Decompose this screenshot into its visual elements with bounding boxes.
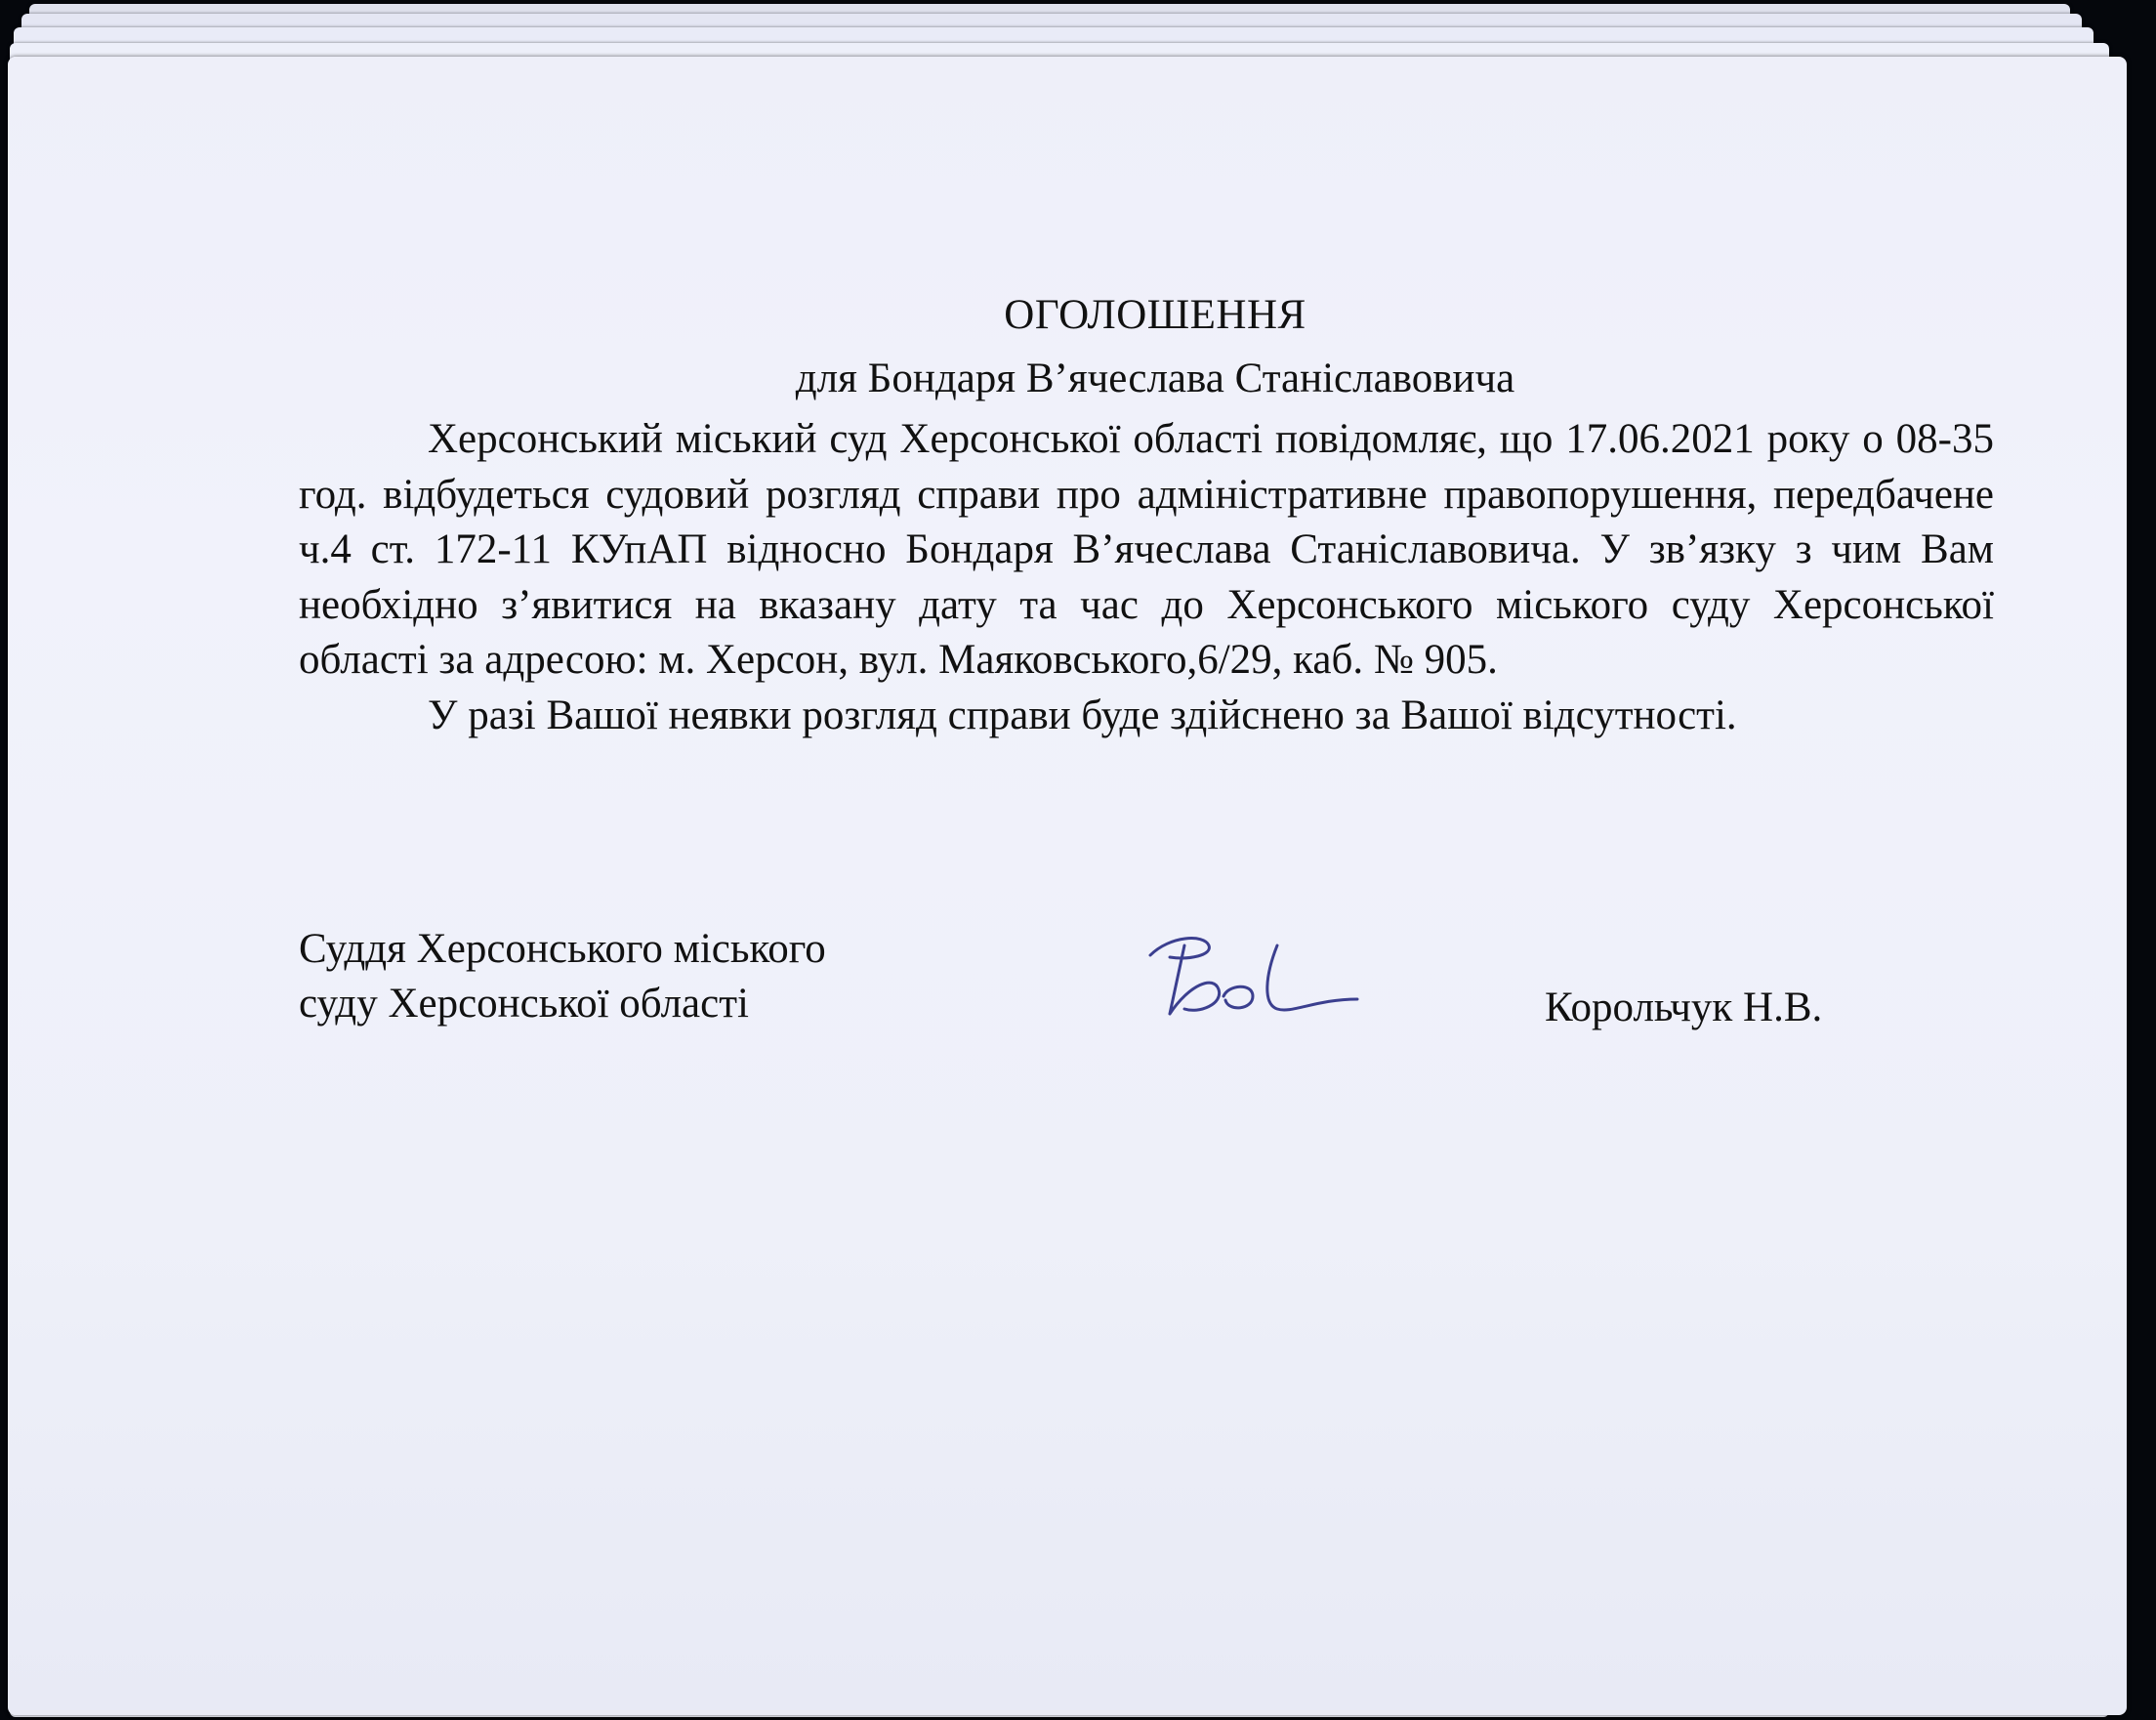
judge-name: Корольчук Н.В.	[1545, 985, 1823, 1030]
judge-position-line1: Суддя Херсонського міського	[299, 926, 826, 972]
notice-page	[8, 57, 2127, 1715]
notice-paragraph-absence: У разі Вашої неявки розгляд справи буде здійснено за Вашої відсутності.	[428, 692, 1737, 738]
notice-paragraph-main: Херсонський міський суд Херсонської області повідомляє, що 17.06.2021 року о 08-35 год. відбудеться судовий розгляд справи про адміністративне правопорушення, передбачене ч.4 ст. 172-11 КУпАП відносно Бондаря В’ячеслава Станіславовича. У зв’язку з чим Вам необхідно з’явитися на вказану дату та час до Херсонського міського суду Херсонської області за адресою: м. Херсон, вул. Маяковського,6/29, каб. № 905.	[299, 416, 1994, 683]
judge-position	[299, 922, 826, 1031]
handwritten-signature	[1131, 916, 1365, 1033]
judge-position-line2: суду Херсонської області	[299, 981, 749, 1027]
notice-recipient: для Бондаря В’ячеслава Станіславовича	[795, 356, 1515, 401]
notice-body	[299, 412, 1994, 743]
notice-title: ОГОЛОШЕННЯ	[1004, 292, 1306, 338]
